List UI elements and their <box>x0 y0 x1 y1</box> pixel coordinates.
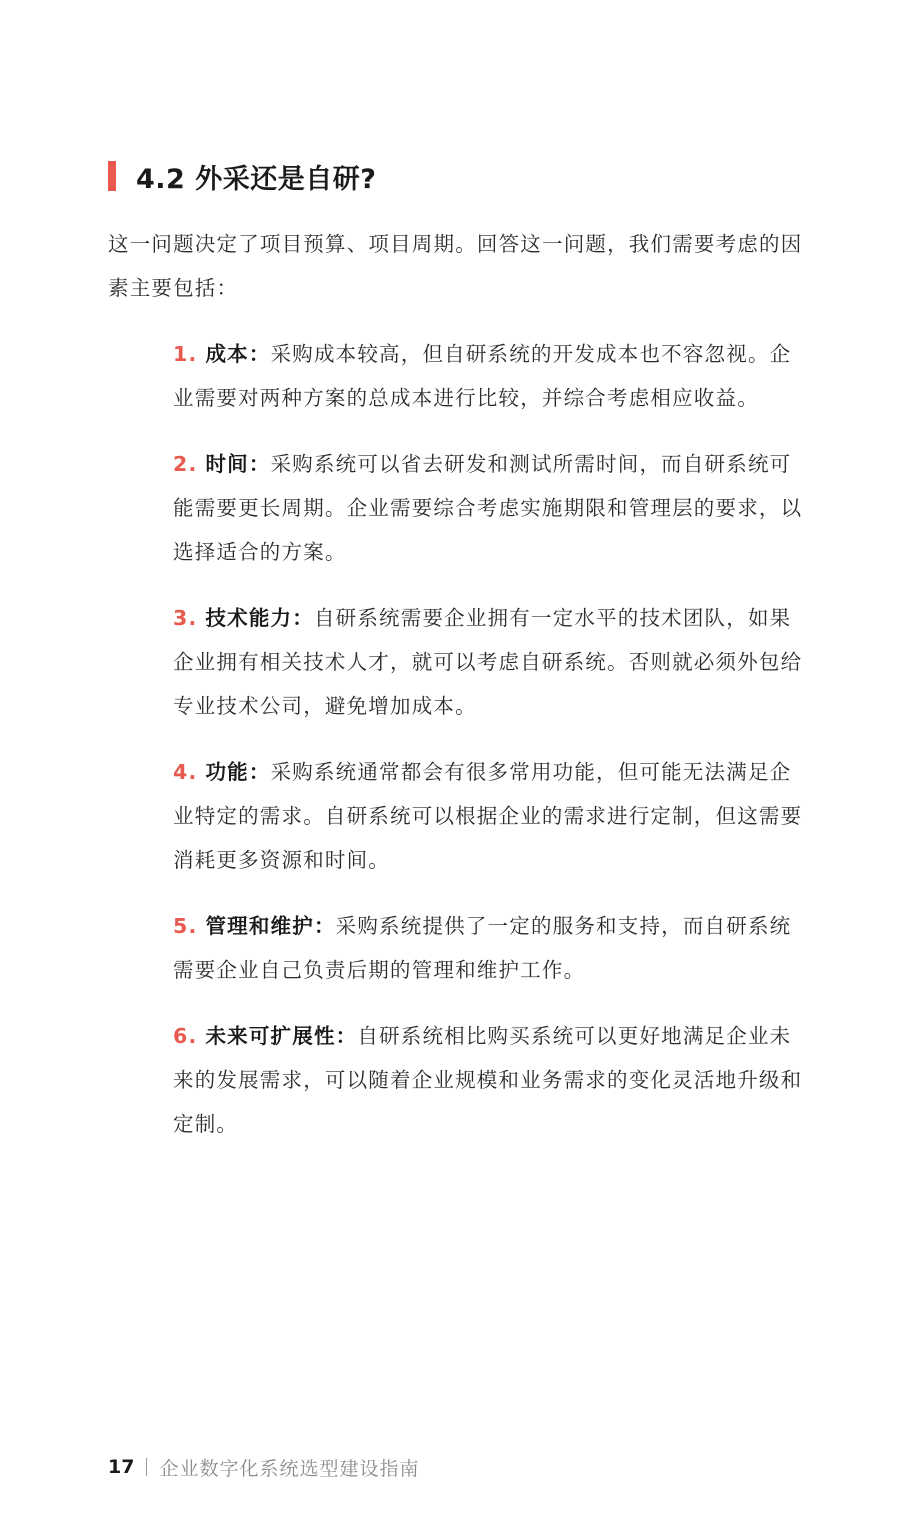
list-text: 自研系统相比购买系统可以更好地满足企业未来的发展需求，可以随着企业规模和业务需求的变化灵活地升级和定制。 <box>173 1024 803 1136</box>
list-term: 未来可扩展性： <box>205 1024 358 1048</box>
list-term: 成本： <box>205 342 271 366</box>
heading-accent-bar <box>108 161 116 191</box>
list-item-features <box>173 750 805 882</box>
list-term: 管理和维护： <box>205 914 336 938</box>
list-text: 采购系统可以省去研发和测试所需时间，而自研系统可能需要更长周期。企业需要综合考虑实施期限和管理层的要求，以选择适合的方案。 <box>173 452 803 564</box>
list-number: 6. <box>173 1024 198 1048</box>
list-term: 功能： <box>205 760 271 784</box>
list-number: 4. <box>173 760 198 784</box>
list-number: 1. <box>173 342 198 366</box>
list-item-time <box>173 442 805 574</box>
list-text: 采购系统提供了一定的服务和支持，而自研系统需要企业自己负责后期的管理和维护工作。 <box>173 914 792 982</box>
list-number: 3. <box>173 606 198 630</box>
list-term: 技术能力： <box>205 606 314 630</box>
page-number: 17 <box>108 1456 135 1478</box>
footer-divider <box>146 1458 147 1476</box>
list-item-maintenance <box>173 904 805 992</box>
list-number: 5. <box>173 914 198 938</box>
section-title: 4.2 外采还是自研? <box>136 163 377 195</box>
list-text: 自研系统需要企业拥有一定水平的技术团队，如果企业拥有相关技术人才，就可以考虑自研系统。否则就必须外包给专业技术公司，避免增加成本。 <box>173 606 803 718</box>
list-text: 采购系统通常都会有很多常用功能，但可能无法满足企业特定的需求。自研系统可以根据企业的需求进行定制，但这需要消耗更多资源和时间。 <box>173 760 803 872</box>
list-item-cost <box>173 332 805 420</box>
list-text: 采购成本较高，但自研系统的开发成本也不容忽视。企业需要对两种方案的总成本进行比较，并综合考虑相应收益。 <box>173 342 792 410</box>
intro-paragraph: 这一问题决定了项目预算、项目周期。回答这一问题，我们需要考虑的因素主要包括： <box>108 232 803 300</box>
list-item-scalability <box>173 1014 805 1146</box>
list-term: 时间： <box>205 452 271 476</box>
section-heading <box>108 156 376 196</box>
factor-list <box>173 332 805 1146</box>
document-title: 企业数字化系统选型建设指南 <box>159 1457 420 1480</box>
list-item-tech-capability <box>173 596 805 728</box>
list-number: 2. <box>173 452 198 476</box>
page-footer <box>108 1452 419 1482</box>
